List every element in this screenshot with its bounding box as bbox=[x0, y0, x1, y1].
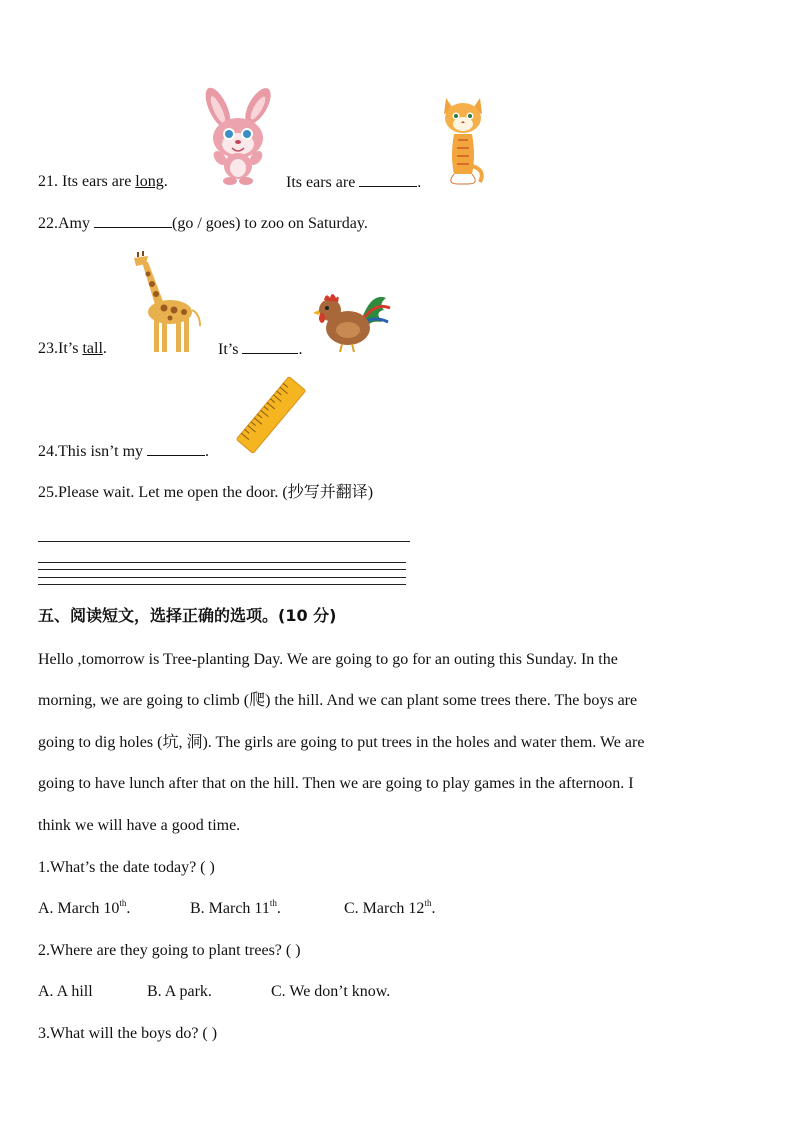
question-22: 22.Amy (go / goes) to zoo on Saturday. bbox=[38, 215, 368, 232]
answer-blank[interactable] bbox=[242, 339, 298, 354]
answer-blank[interactable] bbox=[147, 441, 205, 456]
question-24: 24.This isn’t my . bbox=[38, 443, 210, 460]
section-heading: 五、阅读短文，选择正确的选项。(10 分) bbox=[38, 606, 337, 625]
question-2-option-c[interactable]: C. We don’t know. bbox=[271, 983, 391, 1000]
question-1-option-b[interactable]: B. March 11th. bbox=[190, 898, 281, 917]
passage-line: Hello ,tomorrow is Tree-planting Day. We are going to go for an outing this Sunday. In the bbox=[38, 651, 618, 668]
passage-line: morning, we are going to climb (爬) the hill. And we can plant some trees there. The boys are bbox=[38, 692, 638, 709]
reading-question-2: 2.Where are they going to plant trees? ( ) bbox=[38, 942, 301, 959]
question-23-answer: It’s . bbox=[218, 341, 303, 358]
question-21: 21. Its ears are long. bbox=[38, 173, 168, 190]
question-25: 25.Please wait. Let me open the door. (抄写并翻译) bbox=[38, 484, 374, 501]
ruler-picture bbox=[232, 374, 310, 456]
writing-line[interactable] bbox=[38, 562, 406, 563]
question-1-option-a[interactable]: A. March 10th. bbox=[38, 898, 131, 917]
writing-line[interactable] bbox=[38, 541, 410, 542]
question-2-option-b[interactable]: B. A park. bbox=[147, 983, 212, 1000]
reading-question-1: 1.What’s the date today? ( ) bbox=[38, 859, 215, 876]
rooster-picture bbox=[312, 288, 392, 354]
giraffe-picture bbox=[124, 250, 206, 354]
passage-line: think we will have a good time. bbox=[38, 817, 241, 834]
passage-line: going to have lunch after that on the hill. Then we are going to play games in the afternoon. I bbox=[38, 775, 634, 792]
answer-blank[interactable] bbox=[94, 213, 172, 228]
question-23: 23.It’s tall. bbox=[38, 340, 107, 357]
cat-picture bbox=[440, 96, 486, 188]
writing-line[interactable] bbox=[38, 569, 406, 570]
writing-line[interactable] bbox=[38, 577, 406, 578]
reading-question-3: 3.What will the boys do? ( ) bbox=[38, 1025, 218, 1042]
passage-line: going to dig holes (坑, 洞). The girls are going to put trees in the holes and water them. We are bbox=[38, 734, 645, 751]
answer-blank[interactable] bbox=[359, 172, 417, 187]
question-1-option-c[interactable]: C. March 12th. bbox=[344, 898, 436, 917]
writing-line[interactable] bbox=[38, 584, 406, 585]
question-21-answer: Its ears are . bbox=[286, 174, 422, 191]
rabbit-picture bbox=[196, 86, 280, 186]
question-23-word: tall bbox=[82, 340, 103, 357]
question-21-word: long bbox=[135, 173, 164, 190]
question-2-option-a[interactable]: A. A hill bbox=[38, 983, 93, 1000]
